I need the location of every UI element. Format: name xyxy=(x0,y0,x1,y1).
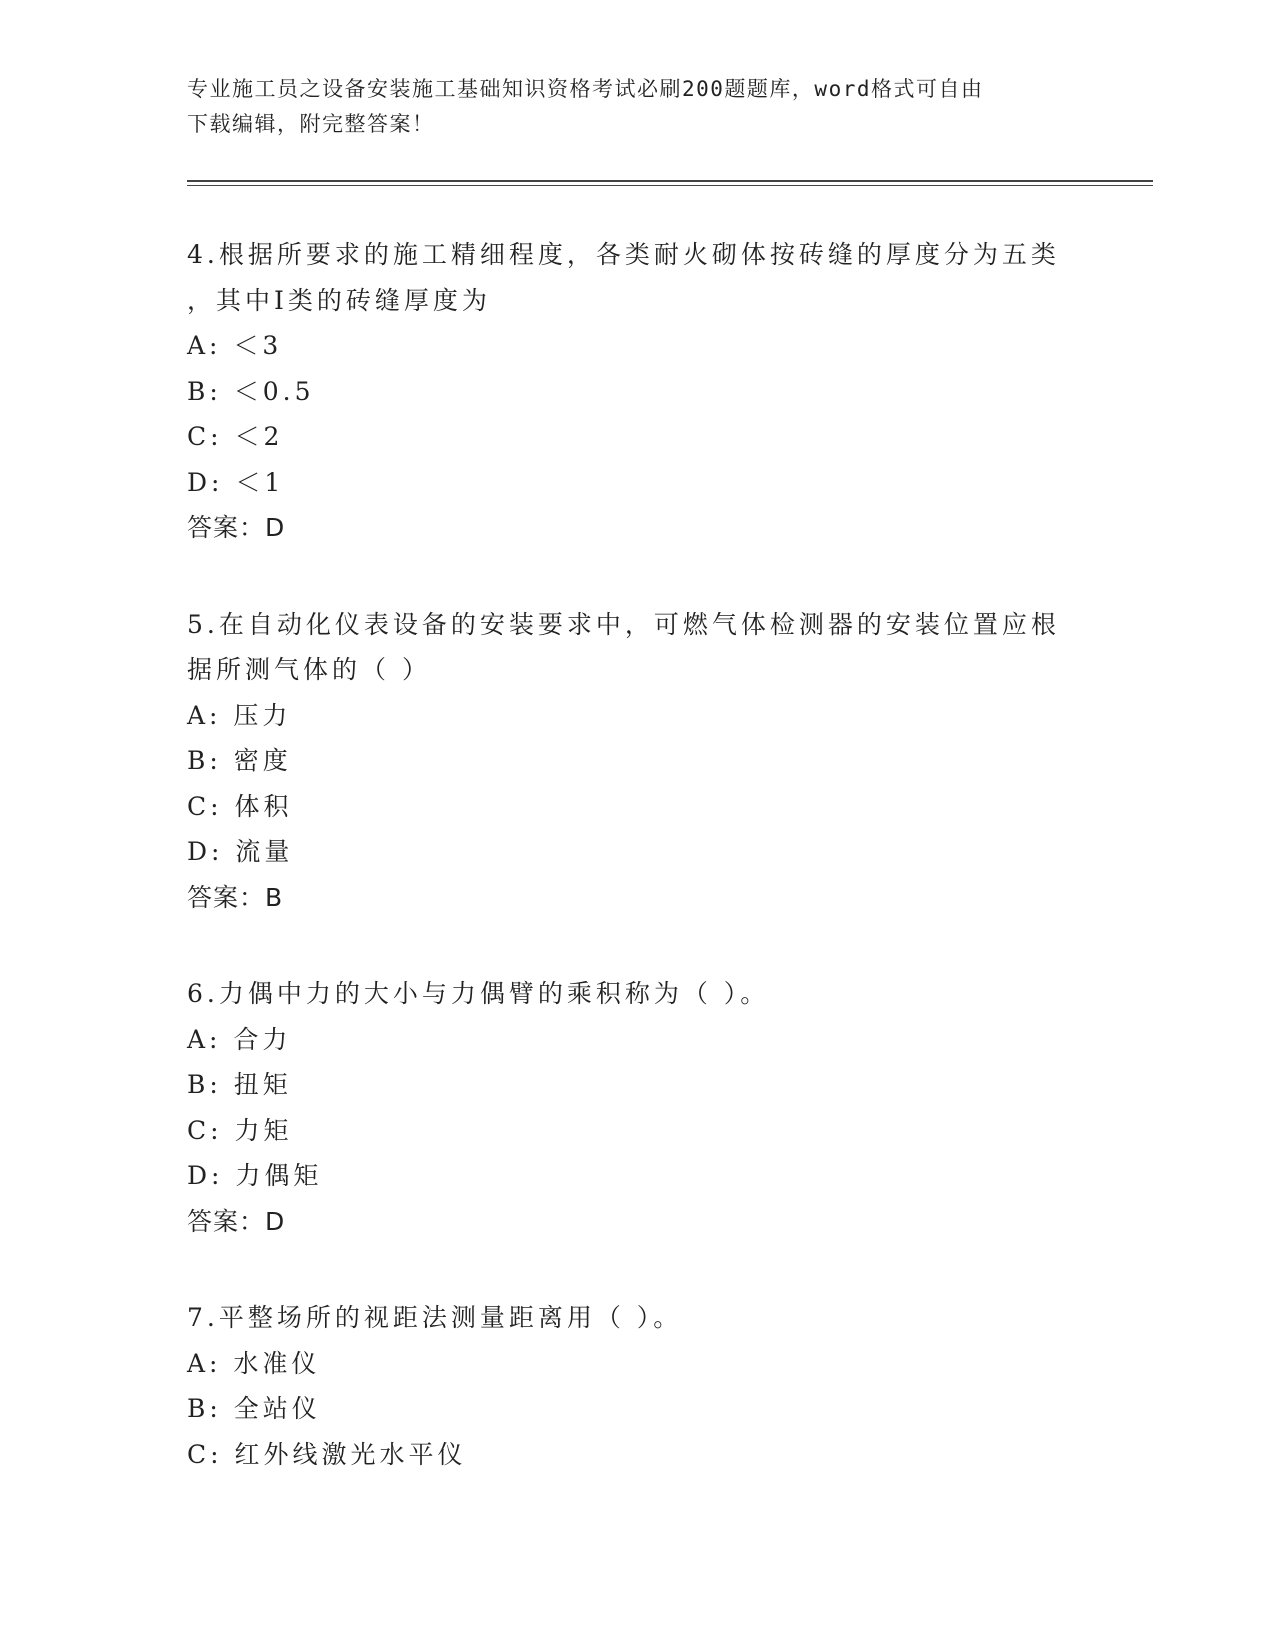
header-line-1: 专业施工员之设备安装施工基础知识资格考试必刷200题题库，word格式可自由 xyxy=(187,77,984,101)
question-stem-continued: 据所测气体的（ ） xyxy=(187,655,431,684)
question-5 xyxy=(187,602,1067,921)
option-a: A: ＜3 xyxy=(187,331,283,360)
option-c: C: 力矩 xyxy=(187,1115,293,1145)
question-stem: 5.在自动化仪表设备的安装要求中，可燃气体检测器的安装位置应根 xyxy=(187,609,1060,639)
option-d: D: 力偶矩 xyxy=(187,1161,323,1190)
answer-line: 答案：D xyxy=(187,1206,286,1236)
header-line-2: 下载编辑，附完整答案！ xyxy=(187,112,435,136)
option-d: D: 流量 xyxy=(187,837,294,866)
question-stem: 4.根据所要求的施工精细程度，各类耐火砌体按砖缝的厚度分为五类 xyxy=(187,240,1060,269)
option-b: B: 全站仪 xyxy=(187,1394,321,1423)
option-c: C: 体积 xyxy=(187,791,293,821)
option-a: A: 水准仪 xyxy=(187,1348,321,1378)
question-list xyxy=(187,232,1067,1528)
option-c: C: ＜2 xyxy=(187,422,284,451)
question-stem: 7.平整场所的视距法测量距离用（ ）。 xyxy=(187,1303,683,1332)
answer-line: 答案：D xyxy=(187,513,286,542)
header-divider-thin xyxy=(187,185,1153,186)
question-stem: 6.力偶中力的大小与力偶臂的乘积称为（ ）。 xyxy=(187,979,770,1008)
answer-line: 答案：B xyxy=(187,882,284,912)
option-b: B: 扭矩 xyxy=(187,1070,292,1099)
option-c: C: 红外线激光水平仪 xyxy=(187,1439,467,1469)
option-d: D: ＜1 xyxy=(187,467,285,497)
question-7 xyxy=(187,1295,1067,1477)
option-b: B: ＜0.5 xyxy=(187,376,315,406)
question-4 xyxy=(187,232,1067,551)
document-header xyxy=(187,72,1067,142)
option-a: A: 压力 xyxy=(187,700,292,730)
option-b: B: 密度 xyxy=(187,746,292,775)
header-divider-thick xyxy=(187,180,1153,182)
question-stem-continued: ，其中Ⅰ类的砖缝厚度为 xyxy=(187,285,491,315)
option-a: A: 合力 xyxy=(187,1024,292,1054)
question-6 xyxy=(187,971,1067,1244)
